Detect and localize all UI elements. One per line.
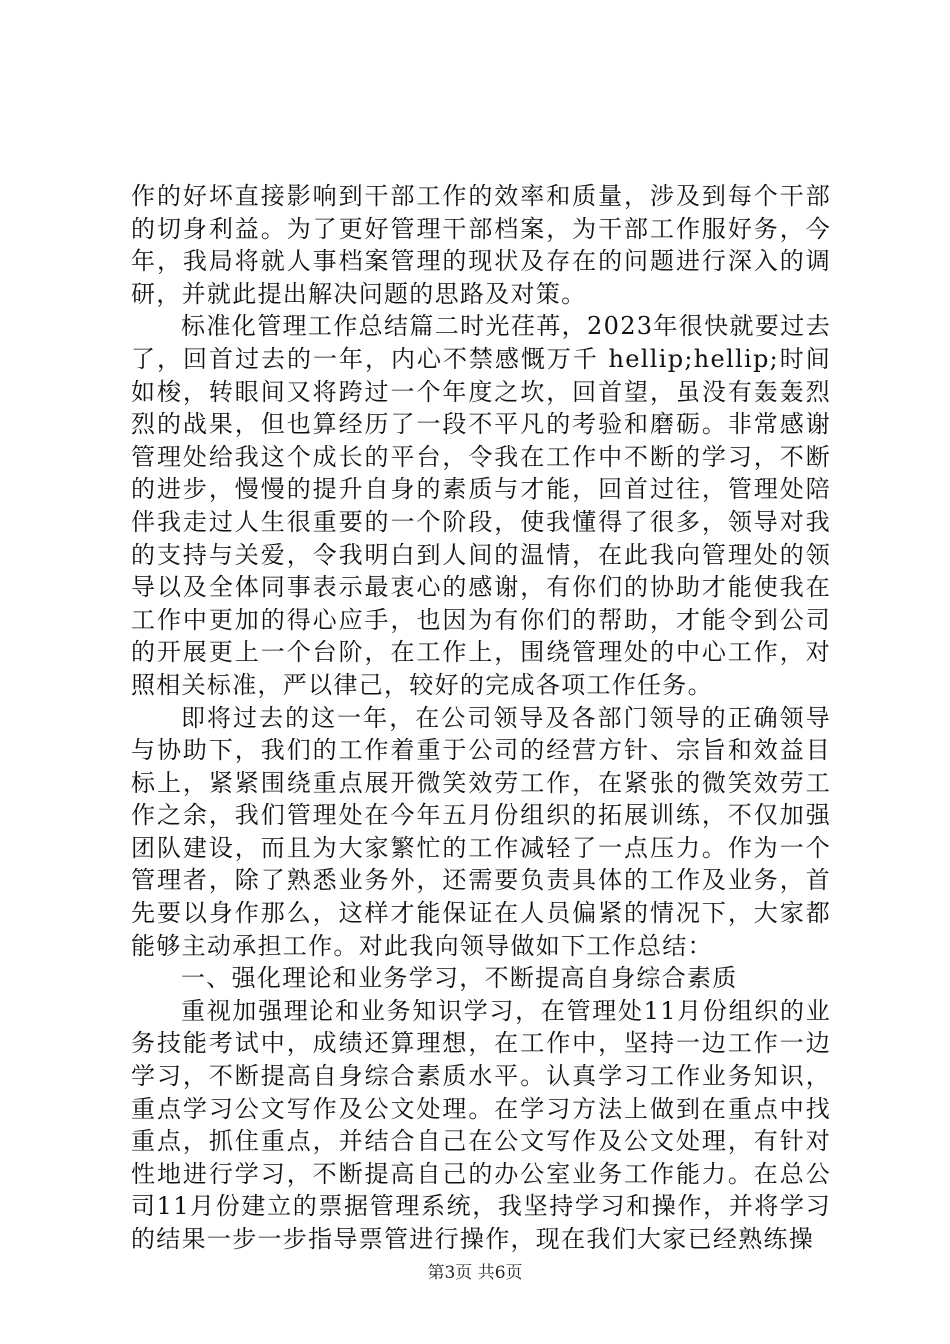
paragraph-year-review: 即将过去的这一年，在公司领导及各部门领导的正确领导与协助下，我们的工作着重于公司的经营方针、宗旨和效益目标上，紧紧围绕重点展开微笑效劳工作，在紧张的微笑效劳工作之余，我们管理处在今年五月份组织的拓展训练，不仅加强团队建设，而且为大家繁忙的工作减轻了一点压力。作为一个管理者，除了熟悉业务外，还需要负责具体的工作及业务，首先要以身作那么，这样才能保证在人员偏紧的情况下，大家都能够主动承担工作。对此我向领导做如下工作总结： xyxy=(131,703,831,960)
document-body xyxy=(131,180,831,1256)
page-footer: 第3页 共6页 xyxy=(427,1263,523,1283)
paragraph-summary-intro: 标准化管理工作总结篇二时光荏苒，2023年很快就要过去了，回首过去的一年，内心不禁感慨万千 hellip;hellip;时间如梭，转眼间又将跨过一个年度之坎，回首望，虽没有轰轰烈烈的战果，但也算经历了一段不平凡的考验和磨砺。非常感谢管理处给我这个成长的平台，令我在工作中不断的学习，不断的进步，慢慢的提升自身的素质与才能，回首过往，管理处陪伴我走过人生很重要的一个阶段，使我懂得了很多，领导对我的支持与关爱，令我明白到人间的温情，在此我向管理处的领导以及全体同事表示最衷心的感谢，有你们的协助才能使我在工作中更加的得心应手，也因为有你们的帮助，才能令到公司的开展更上一个台阶，在工作上，围绕管理处的中心工作，对照相关标准，严以律己，较好的完成各项工作任务。 xyxy=(131,312,831,699)
paragraph-study: 重视加强理论和业务知识学习，在管理处11月份组织的业务技能考试中，成绩还算理想，在工作中，坚持一边工作一边学习，不断提高自身综合素质水平。认真学习工作业务知识，重点学习公文写作及公文处理。在学习方法上做到在重点中找重点，抓住重点，并结合自己在公文写作及公文处理，有针对性地进行学习，不断提高自己的办公室业务工作能力。在总公司11月份建立的票据管理系统，我坚持学习和操作，并将学习的结果一步一步指导票管进行操作，现在我们大家已经熟练操 xyxy=(131,996,831,1253)
section-heading: 一、强化理论和业务学习，不断提高自身综合素质 xyxy=(181,964,738,993)
paragraph-continuation: 作的好坏直接影响到干部工作的效率和质量，涉及到每个干部的切身利益。为了更好管理干部档案，为干部工作服好务，今年，我局将就人事档案管理的现状及存在的问题进行深入的调研，并就此提出解决问题的思路及对策。 xyxy=(131,182,831,308)
